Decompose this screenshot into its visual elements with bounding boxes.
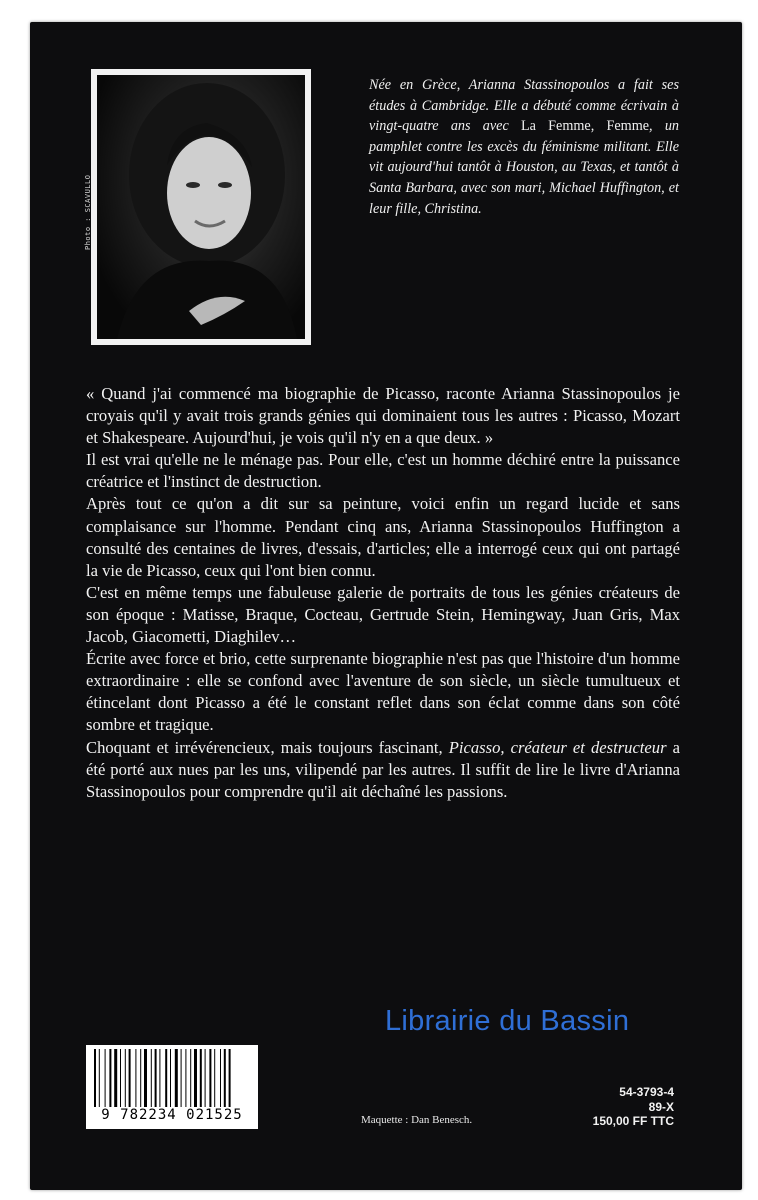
bookshop-watermark: Librairie du Bassin xyxy=(385,1005,630,1037)
barcode-bar xyxy=(200,1049,202,1107)
barcode-bar xyxy=(129,1049,131,1107)
barcode-bar xyxy=(109,1049,111,1107)
catalog-code-2: 89-X xyxy=(648,1099,674,1114)
barcode-bar xyxy=(125,1049,126,1107)
designer-credit: Maquette : Dan Benesch. xyxy=(361,1114,473,1126)
price: 150,00 FF TTC xyxy=(592,1114,674,1128)
barcode-bar xyxy=(185,1049,186,1107)
barcode-bar xyxy=(194,1049,197,1107)
blurb-paragraph-6 xyxy=(86,737,680,803)
catalog-code-1: 54-3793-4 xyxy=(619,1085,674,1099)
barcode-number: 9 782234 021525 xyxy=(101,1107,243,1123)
photo-credit: Photo : SCAVULLO xyxy=(84,174,92,250)
author-portrait-photo xyxy=(97,75,305,339)
barcode-bar xyxy=(181,1049,182,1107)
blurb-paragraph-5: Écrite avec force et brio, cette surprenante biographie n'est pas que l'histoire d'un homme extraordinaire : elle se confond avec l'aventure de son siècle, un siècle tumultueux et étincelant dont Picasso a été le constant reflet dans son éclat comme dans son côté sombre et tragique. xyxy=(86,649,680,735)
barcode-bar xyxy=(170,1049,171,1107)
barcode-bar xyxy=(214,1049,215,1107)
barcode-bar xyxy=(144,1049,147,1107)
author-photo-frame xyxy=(91,69,311,345)
author-bio xyxy=(369,75,679,219)
barcode-bar xyxy=(99,1049,100,1107)
bio-text-1: Née en Grèce, Arianna Stassinopoulos a fait ses études à Cambridge. Elle a débuté comme écrivain à vingt-quatre ans avec xyxy=(369,77,679,135)
blurb-paragraph-3: Après tout ce qu'on a dit sur sa peinture, voici enfin un regard lucide et sans complaisance sur l'homme. Pendant cinq ans, Arianna Stassinopoulos Huffington a consulté des centaines de livres, d'essais, d'articles; elle a interrogé ceux qui ont partagé la vie de Picasso, ceux qui l'ont bien connu. xyxy=(86,494,680,580)
blurb-paragraph-1: « Quand j'ai commencé ma biographie de Picasso, raconte Arianna Stassinopoulos je croyais qu'il y avait trois grands génies qui dominaient tous les autres : Picasso, Mozart et Shakespeare. Aujourd'hui, je vois qu'il n'y en a que deux. » xyxy=(86,384,680,448)
blurb-book-title: Picasso, créateur et destructeur xyxy=(448,737,667,757)
barcode-bar xyxy=(140,1049,141,1107)
barcode-bar xyxy=(155,1049,157,1107)
bio-book-title: La Femme, Femme xyxy=(520,118,650,135)
barcode-bars xyxy=(92,1049,252,1107)
barcode xyxy=(86,1045,258,1129)
blurb-p6-end: a été porté aux nues par les uns, vilipendé par les autres. Il suffit de lire le livre d'Arianna Stassinopoulos pour comprendre qu'il ait déchaîné les passions. xyxy=(86,737,680,801)
barcode-bar xyxy=(135,1049,136,1107)
barcode-bar xyxy=(175,1049,178,1107)
bio-text-2: , un pamphlet contre les excès du féminisme militant. Elle vit aujourd'hui tantôt à Houston, au Texas, et tantôt à Santa Barbara, avec son mari, Michael Huffington, et leur fille, Christina. xyxy=(369,118,680,217)
blurb-p6-start: Choquant et irrévérencieux, mais toujours fascinant, xyxy=(86,737,449,757)
blurb-paragraph-2: Il est vrai qu'elle ne le ménage pas. Pour elle, c'est un homme déchiré entre la puissance créatrice et l'instinct de destruction. xyxy=(86,450,680,492)
barcode-bar xyxy=(190,1049,191,1107)
barcode-bar xyxy=(120,1049,121,1107)
barcode-bar xyxy=(151,1049,152,1107)
barcode-bar xyxy=(229,1049,231,1107)
barcode-bar xyxy=(114,1049,117,1107)
barcode-bar xyxy=(209,1049,211,1107)
catalog-codes xyxy=(548,1085,674,1129)
blurb xyxy=(86,383,680,803)
portrait-illustration xyxy=(97,75,305,339)
barcode-bar xyxy=(165,1049,167,1107)
barcode-bar xyxy=(224,1049,226,1107)
blurb-paragraph-4: C'est en même temps une fabuleuse galerie de portraits de tous les génies créateurs de son époque : Matisse, Braque, Cocteau, Gertrude Stein, Hemingway, Juan Gris, Max Jacob, Giacometti, Diaghilev… xyxy=(86,582,680,647)
barcode-bar xyxy=(105,1049,106,1107)
barcode-bar xyxy=(94,1049,96,1107)
barcode-bar xyxy=(205,1049,206,1107)
barcode-bar xyxy=(220,1049,221,1107)
barcode-bar xyxy=(159,1049,160,1107)
